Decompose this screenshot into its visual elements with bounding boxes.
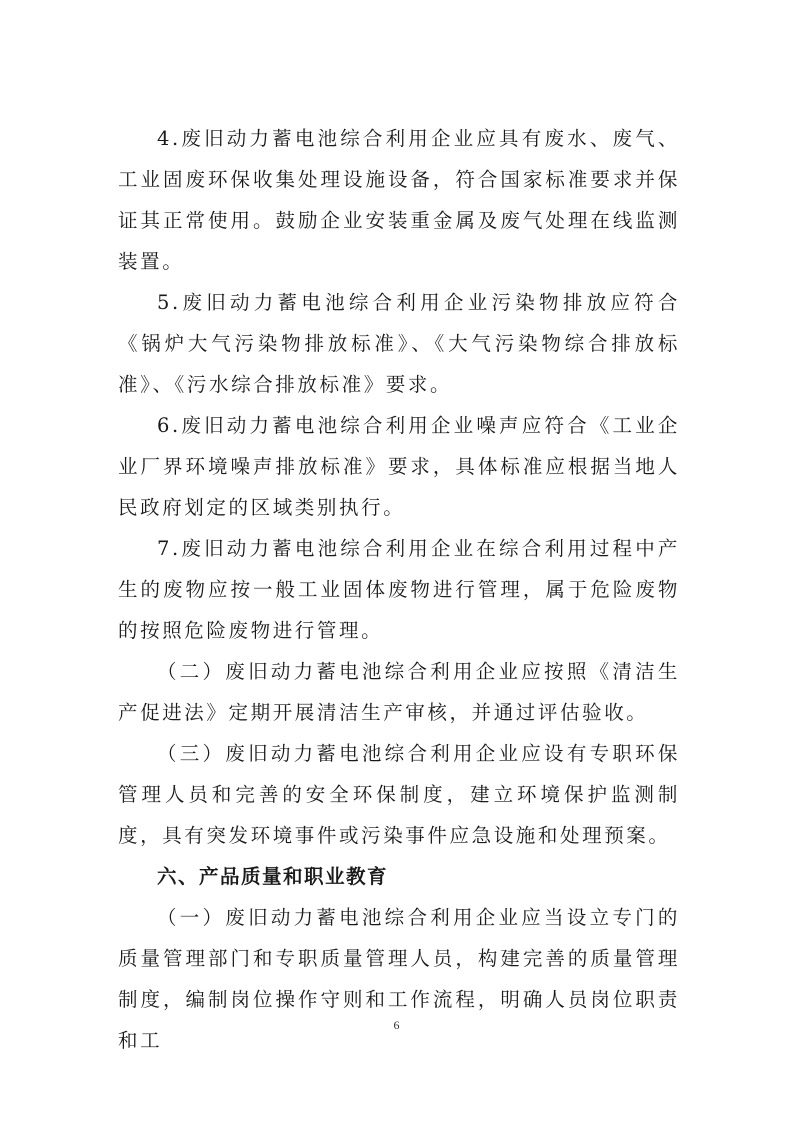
paragraph-quality-management: （一）废旧动力蓄电池综合利用企业应当设立专门的质量管理部门和专职质量管理人员，构建完善的质量管理制度，编制岗位操作守则和工作流程，明确人员岗位职责和工 xyxy=(118,906,680,1052)
paragraph-cleaner-production: （二）废旧动力蓄电池综合利用企业应按照《清洁生产促进法》定期开展清洁生产审核，并通过评估验收。 xyxy=(118,660,680,724)
paragraph-item-6-noise: 6.废旧动力蓄电池综合利用企业噪声应符合《工业企业厂界环境噪声排放标准》要求，具体标准应根据当地人民政府划定的区域类别执行。 xyxy=(118,414,680,519)
paragraph-item-5-emission-standards: 5.废旧动力蓄电池综合利用企业污染物排放应符合《锅炉大气污染物排放标准》、《大气污染物综合排放标准》、《污水综合排放标准》要求。 xyxy=(118,291,680,396)
page-number: 6 xyxy=(393,1018,400,1032)
paragraph-item-4-wastewater: 4.废旧动力蓄电池综合利用企业应具有废水、废气、工业固废环保收集处理设施设备，符合国家标准要求并保证其正常使用。鼓励企业安装重金属及废气处理在线监测装置。 xyxy=(118,127,680,273)
paragraph-environmental-staff: （三）废旧动力蓄电池综合利用企业应设有专职环保管理人员和完善的安全环保制度，建立环境保护监测制度，具有突发环境事件或污染事件应急设施和处理预案。 xyxy=(118,742,680,847)
section-heading: 六、产品质量和职业教育 xyxy=(157,865,389,888)
document-body xyxy=(118,118,680,1061)
paragraph-item-7-waste-management: 7.废旧动力蓄电池综合利用企业在综合利用过程中产生的废物应按一般工业固体废物进行管理，属于危险废物的按照危险废物进行管理。 xyxy=(118,537,680,642)
